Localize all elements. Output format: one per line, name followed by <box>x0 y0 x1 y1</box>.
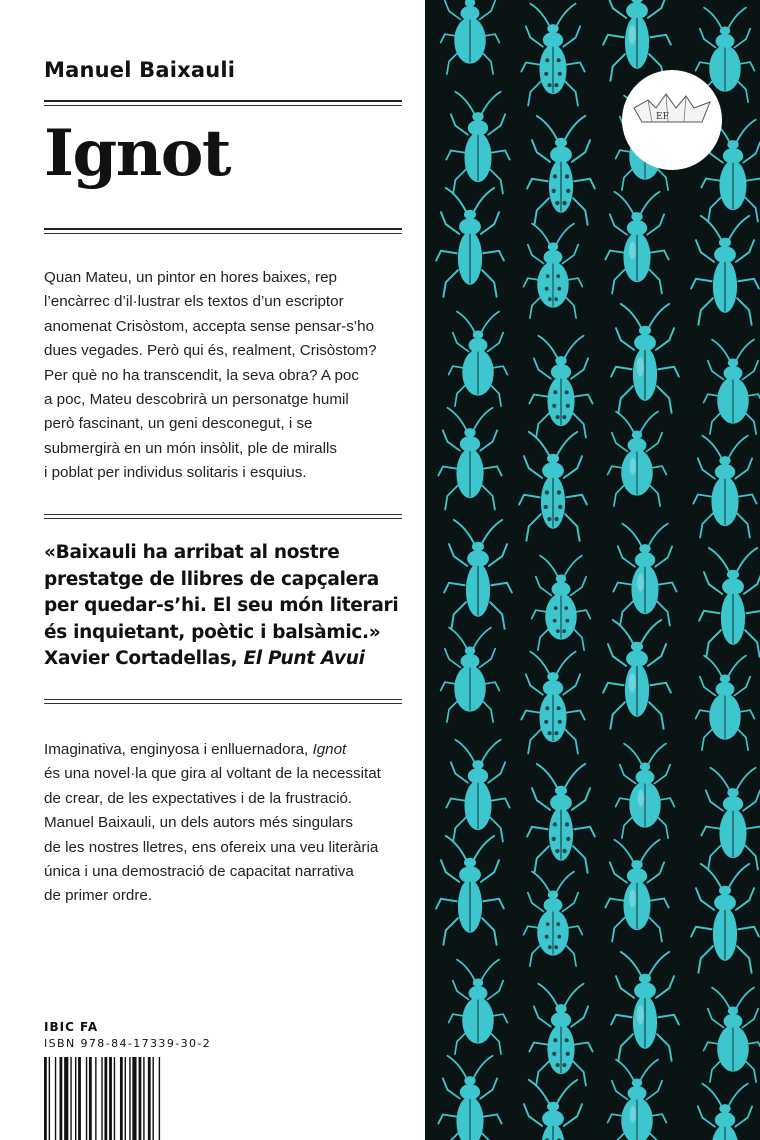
author-name: Manuel Baixauli <box>44 58 236 82</box>
blurb-line: de les nostres lletres, ens ofereix una veu literària <box>44 838 379 856</box>
quote-attribution <box>44 646 404 673</box>
divider-rule <box>44 514 402 515</box>
blurb-line: única i una demostració de capacitat narrativa <box>44 863 354 881</box>
quote-line: «Baixauli ha arribat al nostre <box>44 542 340 563</box>
quote-attribution-name: Xavier Cortadellas, <box>44 648 244 669</box>
synopsis-line: a poc, Mateu descobrirà un personatge humil <box>44 391 349 409</box>
press-quote <box>44 540 404 673</box>
divider-rule <box>44 518 402 519</box>
barcode <box>44 1057 194 1140</box>
divider-rule <box>44 100 402 102</box>
divider-rule <box>44 228 402 230</box>
synopsis-line: dues vegades. Però qui és, realment, Crisòstom? <box>44 342 377 360</box>
synopsis-line: però fascinant, un geni desconegut, i se <box>44 415 313 433</box>
synopsis-line: l’encàrrec d’il·lustrar els textos d’un escriptor <box>44 293 344 311</box>
logo-text: EF <box>656 112 669 122</box>
blurb-line: és una novel·la que gira al voltant de la necessitat <box>44 765 381 783</box>
divider-rule <box>44 699 402 700</box>
synopsis-line: anomenat Crisòstom, accepta sense pensar-s’ho <box>44 317 375 335</box>
synopsis-line: i poblat per individus solitaris i esquius. <box>44 464 307 482</box>
ibic-code: IBIC FA <box>44 1020 99 1034</box>
isbn-number: ISBN 978-84-17339-30-2 <box>44 1037 212 1050</box>
synopsis <box>44 266 404 486</box>
synopsis-line: Per què no ha transcendit, la seva obra? A poc <box>44 366 359 384</box>
quote-line: és inquietant, poètic i balsàmic.» <box>44 621 381 643</box>
quote-attribution-source: El Punt Avui <box>243 648 365 669</box>
blurb-title-italic: Ignot <box>312 741 347 758</box>
blurb-line: de primer ordre. <box>44 887 153 905</box>
quote-line: per quedar-s’hi. El seu món literari <box>44 595 399 616</box>
blurb-line: de crear, de les expectatives i de la frustració. <box>44 789 353 807</box>
beetle-illustration <box>425 0 760 1140</box>
blurb-line: Manuel Baixauli, un dels autors més singulars <box>44 814 353 832</box>
divider-rule <box>44 233 402 234</box>
synopsis-line: Quan Mateu, un pintor en hores baixes, rep <box>44 269 337 286</box>
blurb-line-prefix: Imaginativa, enginyosa i enlluernadora, <box>44 741 313 758</box>
publisher-logo <box>622 70 722 170</box>
divider-rule <box>44 105 402 106</box>
synopsis-line: submergirà en un món insòlit, ple de miralls <box>44 439 337 457</box>
book-title: Ignot <box>44 116 230 191</box>
blurb-line <box>44 738 414 762</box>
beetle-pattern-panel <box>425 0 760 1140</box>
paper-boat-icon <box>622 70 722 170</box>
divider-rule <box>44 703 402 704</box>
blurb <box>44 738 414 909</box>
quote-line: prestatge de llibres de capçalera <box>44 568 379 590</box>
